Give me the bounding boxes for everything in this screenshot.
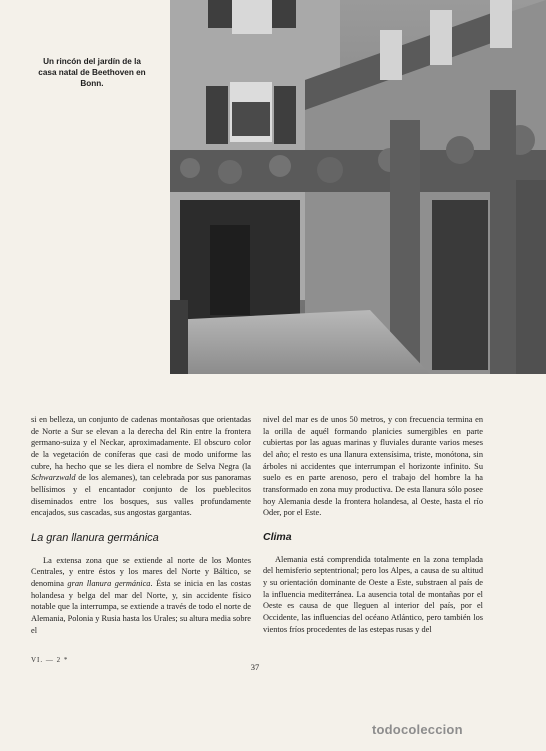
caption-line: casa natal de Beethoven en (38, 68, 146, 77)
paragraph-text: de los alemanes), tan celebrada por sus panoramas bellísimos y el encantador conjunto de los pueblecitos diseminados entre los bosques, sus valles profundamente encajados, sus cascadas, sus angostas gargantas. (31, 473, 251, 518)
paragraph (31, 555, 251, 637)
paragraph (31, 414, 251, 519)
signature-mark: VI. — 2 * (31, 656, 69, 664)
paragraph: nivel del mar es de unos 50 metros, y con frecuencia termina en la orilla de aquél formando planicies sumergibles en parte cubiertas por las aguas marinas y fluviales durante varios meses del año; el resto es una llanura extensísima, triste, monótona, sin árboles ni accidentes que interrumpan el horizonte infinito. Su suelo es en parte arenoso, pero el trabajo del hombre la ha transformado en zona muy productiva. De esta llanura sólo posee hoy Alemania desde la frontera holandesa, al Oeste, hasta el río Oder, por el Este. (263, 415, 483, 518)
left-column (31, 414, 251, 636)
paragraph-emphasis: Schwarzwald (31, 473, 76, 483)
paragraph: Alemania está comprendida totalmente en la zona templada del hemisferio septentrional; pero los Alpes, a causa de su altitud y su orientación dominante de Oeste a Este, substraen al país de la influencia mediterránea. La ausencia total de montañas por el Oeste es causa de que lleguen al interior del país, por el Occidente, las influencias del océano Atlántico, pero también los vientos fríos procedentes de las estepas rusas y del (263, 554, 483, 634)
page-number: 37 (250, 662, 260, 672)
garden-photo-illustration (170, 0, 546, 374)
paragraph-text: si en belleza, un conjunto de cadenas montañosas que orientadas de Norte a Sur se elevan a la derecha del Rin entre la frontera germano-suiza y el Neckar, aproximadamente. El obscuro color de la vegetación de coníferas que casi de modo uniforme las cubre, ha hecho que se les diera el nombre de Selva Negra (la (31, 415, 251, 471)
right-column (263, 414, 483, 635)
beethoven-garden-photo (170, 0, 546, 374)
caption-line: Bonn. (80, 79, 104, 88)
paragraph-emphasis: gran llanura germánica (67, 578, 151, 588)
section-heading: Clima (263, 530, 292, 543)
photo-caption (22, 56, 162, 89)
paragraph-text: La extensa zona que se extiende al norte de los Montes Centrales, y entre éstos y los mares del Norte y Báltico, se denomina (31, 555, 251, 588)
caption-line: Un rincón del jardín de la (43, 57, 141, 66)
section-heading: La gran llanura germánica (31, 531, 159, 544)
watermark: todocoleccion (372, 722, 463, 737)
paragraph-text: . Ésta se inicia en las costas holandesa y belga del mar del Norte, y, sin accidente físico notable que la interrumpa, se extiende a través de todo el norte de Alemania, Polonia y Rusia hasta los Urales; su altura media sobre el (31, 578, 251, 635)
